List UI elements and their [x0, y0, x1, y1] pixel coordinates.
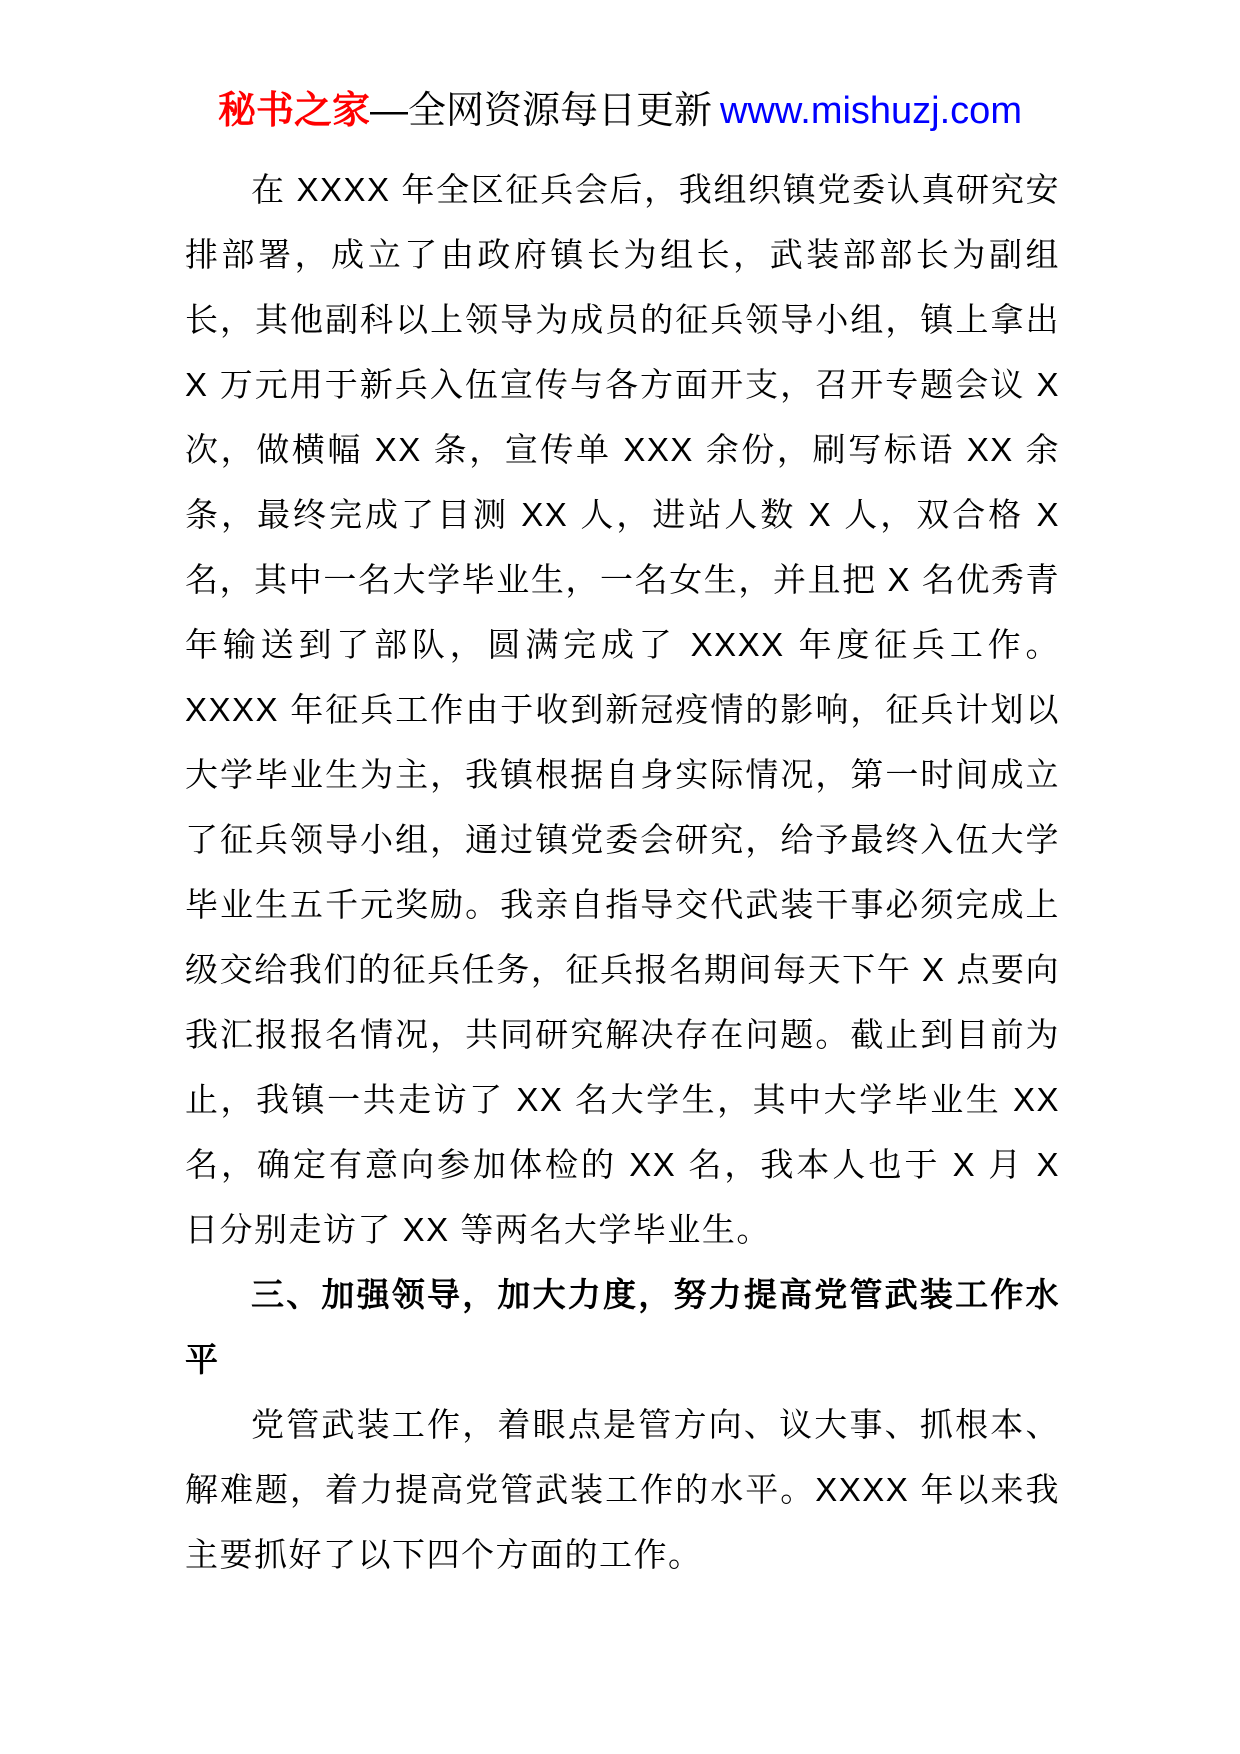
site-header [0, 86, 1240, 136]
section-heading-three: 三、加强领导，加大力度，努力提高党管武装工作水平 [185, 1276, 1060, 1378]
paragraph-party-armed-work: 党管武装工作，着眼点是管方向、议大事、抓根本、解难题，着力提高党管武装工作的水平。XXXX 年以来我主要抓好了以下四个方面的工作。 [185, 1406, 1060, 1573]
document-body [185, 157, 1060, 1587]
site-url-link[interactable]: www.mishuzj.com [720, 90, 1022, 132]
paragraph-conscription-summary: 在 XXXX 年全区征兵会后，我组织镇党委认真研究安排部署，成立了由政府镇长为组长，武装部部长为副组长，其他副科以上领导为成员的征兵领导小组，镇上拿出 X 万元用于新兵入伍宣传与各方面开支，召开专题会议 X 次，做横幅 XX 条，宣传单 XXX 余份，刷写标语 XX 余条，最终完成了目测 XX 人，进站人数 X 人，双合格 X 名，其中一名大学毕业生，一名女生，并且把 X 名优秀青年输送到了部队，圆满完成了 XXXX 年度征兵工作。XXXX 年征兵工作由于收到新冠疫情的影响，征兵计划以大学毕业生为主，我镇根据自身实际情况，第一时间成立了征兵领导小组，通过镇党委会研究，给予最终入伍大学毕业生五千元奖励。我亲自指导交代武装干事必须完成上级交给我们的征兵任务，征兵报名期间每天下午 X 点要向我汇报报名情况，共同研究解决存在问题。截止到目前为止，我镇一共走访了 XX 名大学生，其中大学毕业生 XX 名，确定有意向参加体检的 XX 名，我本人也于 X 月 X 日分别走访了 XX 等两名大学毕业生。 [185, 171, 1060, 1248]
site-brand: 秘书之家 [218, 90, 371, 132]
site-tagline: —全网资源每日更新 [370, 90, 713, 132]
